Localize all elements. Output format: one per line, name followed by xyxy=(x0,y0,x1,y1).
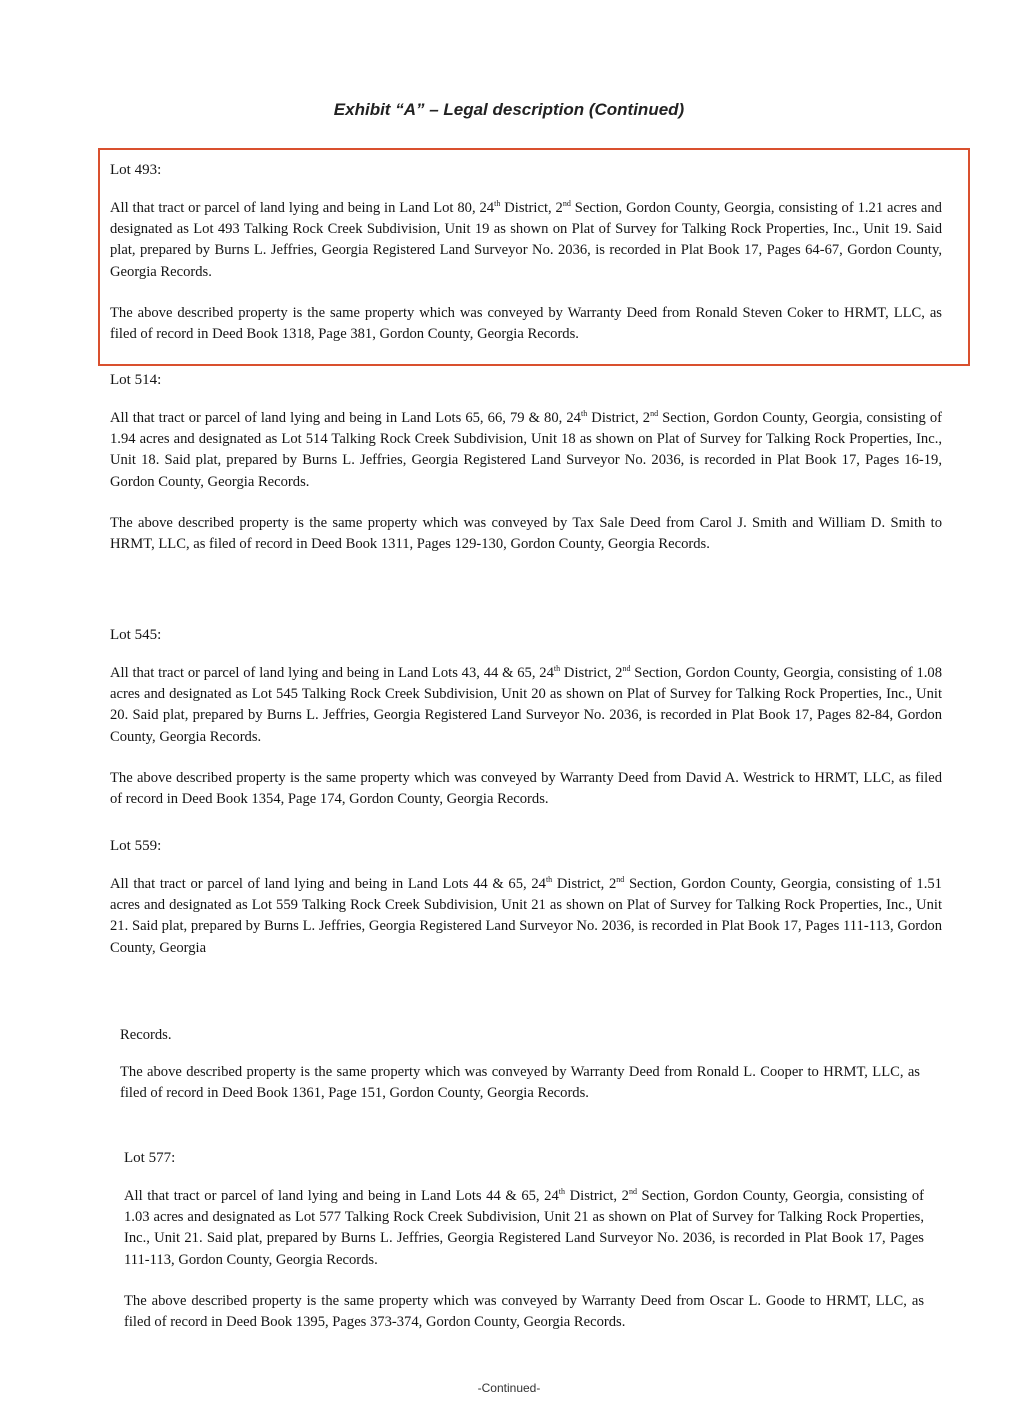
lot-conveyance: The above described property is the same property which was conveyed by Warranty Deed from David A. Westrick to HRMT, LLC, as filed of record in Deed Book 1354, Page 174, Gordon County, Georgia Records. xyxy=(110,769,942,808)
lot-section-545 xyxy=(110,627,942,810)
lot-conveyance: The above described property is the same property which was conveyed by Warranty Deed from Ronald Steven Coker to HRMT, LLC, as filed of record in Deed Book 1318, Page 381, Gordon County, Georgia Records. xyxy=(110,304,942,343)
lot-description: All that tract or parcel of land lying and being in Land Lots 65, 66, 79 & 80, 24th District, 2nd Section, Gordon County, Georgia, consisting of 1.94 acres and designated as Lot 514 Talking Rock Creek Subdivision, Unit 18 as shown on Plat of Survey for Talking Rock Properties, Inc., Unit 18. Said plat, prepared by Burns L. Jeffries, Georgia Registered Land Surveyor No. 2036, is recorded in Plat Book 17, Pages 16-19, Gordon County, Georgia Records. xyxy=(110,409,942,490)
lot-section-577 xyxy=(124,1150,924,1333)
lot-description: All that tract or parcel of land lying and being in Land Lots 43, 44 & 65, 24th District, 2nd Section, Gordon County, Georgia, consisting of 1.08 acres and designated as Lot 545 Talking Rock Creek Subdivision, Unit 20 as shown on Plat of Survey for Talking Rock Properties, Inc., Unit 20. Said plat, prepared by Burns L. Jeffries, Georgia Registered Land Surveyor No. 2036, is recorded in Plat Book 17, Pages 82-84, Gordon County, Georgia Records. xyxy=(110,664,942,745)
lot-conveyance: The above described property is the same property which was conveyed by Warranty Deed from Oscar L. Goode to HRMT, LLC, as filed of record in Deed Book 1395, Pages 373-374, Gordon County, Georgia Records. xyxy=(124,1292,924,1331)
continued-footer: -Continued- xyxy=(477,1381,541,1395)
lot-section-559-continued xyxy=(120,1025,920,1105)
lot-section-514 xyxy=(110,372,942,555)
lot-label: Lot 545: xyxy=(110,627,162,643)
lot-description: All that tract or parcel of land lying and being in Land Lot 80, 24th District, 2nd Section, Gordon County, Georgia, consisting of 1.21 acres and designated as Lot 493 Talking Rock Creek Subdivision, Unit 19 as shown on Plat of Survey for Talking Rock Properties, Inc., Unit 19. Said plat, prepared by Burns L. Jeffries, Georgia Registered Land Surveyor No. 2036, is recorded in Plat Book 17, Pages 64-67, Gordon County, Georgia Records. xyxy=(110,199,942,280)
lot-description: All that tract or parcel of land lying and being in Land Lots 44 & 65, 24th District, 2nd Section, Gordon County, Georgia, consisting of 1.03 acres and designated as Lot 577 Talking Rock Creek Subdivision, Unit 21 as shown on Plat of Survey for Talking Rock Properties, Inc., Unit 21. Said plat, prepared by Burns L. Jeffries, Georgia Registered Land Surveyor No. 2036, is recorded in Plat Book 17, Pages 111-113, Gordon County, Georgia Records. xyxy=(124,1187,924,1268)
lot-label: Lot 577: xyxy=(124,1150,176,1166)
lot-description: All that tract or parcel of land lying and being in Land Lots 44 & 65, 24th District, 2nd Section, Gordon County, Georgia, consisting of 1.51 acres and designated as Lot 559 Talking Rock Creek Subdivision, Unit 21 as shown on Plat of Survey for Talking Rock Properties, Inc., Unit 21. Said plat, prepared by Burns L. Jeffries, Georgia Registered Land Surveyor No. 2036, is recorded in Plat Book 17, Pages 111-113, Gordon County, Georgia xyxy=(110,875,942,956)
page-title: Exhibit “A” – Legal description (Continued) xyxy=(333,100,685,119)
lot-label: Lot 514: xyxy=(110,372,162,388)
lot-section-559 xyxy=(110,838,942,959)
lot-conveyance: The above described property is the same property which was conveyed by Tax Sale Deed from Carol J. Smith and William D. Smith to HRMT, LLC, as filed of record in Deed Book 1311, Pages 129-130, Gordon County, Georgia Records. xyxy=(110,514,942,553)
lot-conveyance: The above described property is the same property which was conveyed by Warranty Deed from Ronald L. Cooper to HRMT, LLC, as filed of record in Deed Book 1361, Page 151, Gordon County, Georgia Records. xyxy=(120,1064,920,1102)
lot-description-continuation: Records. xyxy=(120,1027,172,1043)
lot-label: Lot 559: xyxy=(110,838,162,854)
lot-label: Lot 493: xyxy=(110,162,162,178)
lot-section-493 xyxy=(110,162,942,345)
